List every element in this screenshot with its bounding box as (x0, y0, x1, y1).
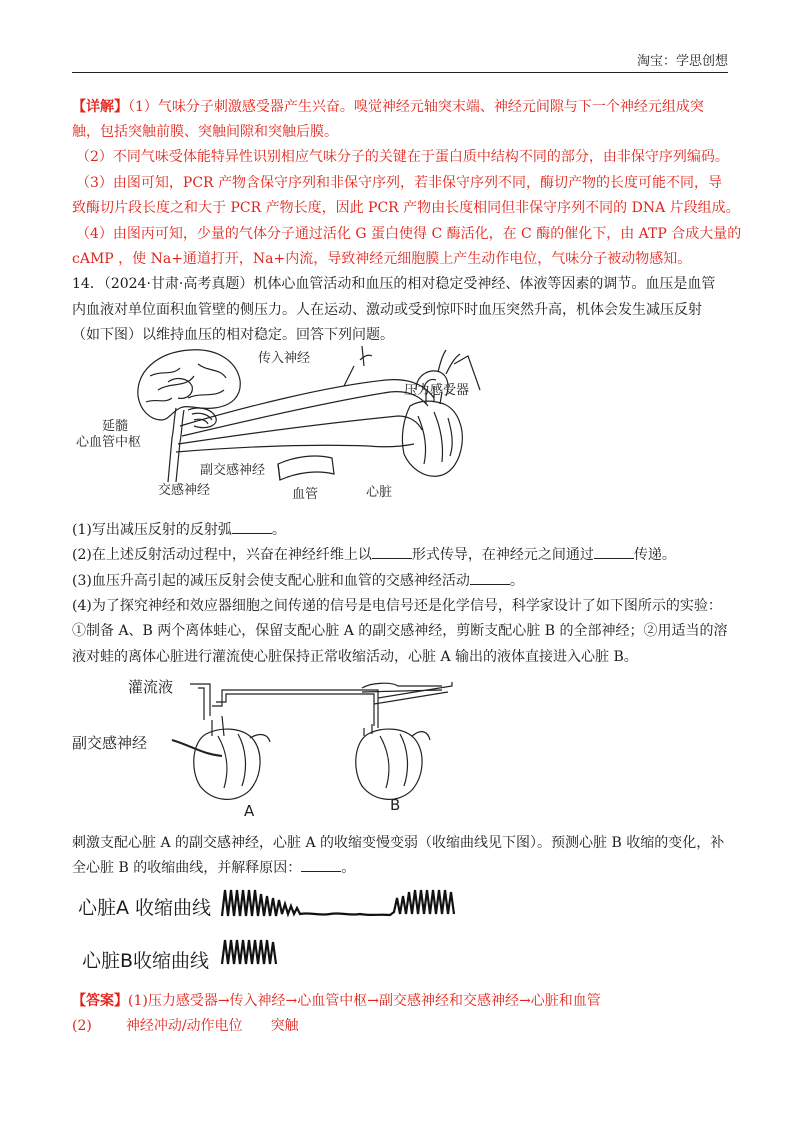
label-medulla: 延髓 (102, 419, 129, 434)
subq-3-text: (3)血压升高引起的减压反射会使支配心脏和血管的交感神经活动 (72, 573, 470, 589)
label-sympathetic: 交感神经 (158, 483, 211, 498)
answer-blank-1[interactable] (232, 519, 272, 534)
detail-p1a: （1）气味分子刺激感受器产生兴奋。嗅觉神经元轴突末端、神经元间隙与下一个神经元组成突 (128, 99, 704, 115)
label-cv-center: 心血管中枢 (76, 435, 142, 450)
answer-a1: (1)压力感受器→传入神经→心血管中枢→副交感神经和交感神经→心脏和血管 (128, 993, 601, 1009)
subq-5-text: 全心脏 B 的收缩曲线，并解释原因： (72, 860, 302, 876)
reflex-diagram-svg (76, 346, 528, 504)
label-heart-a: A (244, 802, 255, 820)
detail-line-2: 触，包括突触前膜、突触间隙和突触后膜。 (72, 124, 338, 140)
subq-2-text-c: 传递。 (633, 547, 676, 563)
subq-5-end: 。 (341, 860, 356, 876)
answer-blank-3[interactable] (470, 570, 510, 585)
answer-blank-5[interactable] (301, 857, 341, 872)
answer-blank-2a[interactable] (372, 544, 412, 559)
answer-line-2 (72, 1015, 732, 1037)
label-heart-b: B (390, 796, 401, 814)
detail-line-3: （2）不同气味受体能特异性识别相应气味分子的关键在于蛋白质中结构不同的部分，由非保守序列编码。 (76, 149, 729, 165)
label-parasympathetic-2: 副交感神经 (72, 734, 148, 752)
header-shop-name: 淘宝：学思创想 (636, 54, 728, 69)
question-line-3: （如下图）以维持血压的相对稳定。回答下列问题。 (72, 327, 394, 343)
subq-4-line-1: (4)为了探究神经和效应器细胞之间传递的信号是电信号还是化学信号，科学家设计了如下图所示的实验： (72, 598, 722, 614)
subq-4-line-3: 液对蛙的离体心脏进行灌流使心脏保持正常收缩活动，心脏 A 输出的液体直接进入心脏 B。 (72, 649, 638, 665)
label-parasympathetic: 副交感神经 (200, 463, 266, 478)
subq-1-text: (1)写出减压反射的反射弧 (72, 522, 232, 538)
answer-a2-y: 突触 (270, 1018, 299, 1034)
label-baroreceptor: 压力感受器 (404, 383, 470, 398)
answer-blank-2b[interactable] (594, 544, 634, 559)
curve-a-trace (222, 890, 454, 916)
label-perfusate: 灌流液 (128, 678, 174, 696)
label-vessel: 血管 (292, 487, 319, 502)
curve-b-label: 心脏B收缩曲线 (82, 950, 210, 972)
subq-1-end: 。 (271, 522, 286, 538)
answer-a2-num: (2) (72, 1018, 92, 1034)
subq-1 (72, 519, 732, 541)
curve-a-label: 心脏A 收缩曲线 (78, 897, 212, 919)
detail-line-1 (72, 96, 732, 118)
subq-4-line-2: ①制备 A、B 两个离体蛙心，保留支配心脏 A 的副交感神经，剪断支配心脏 B 的全部神经；②用适当的溶 (72, 623, 728, 639)
question-line-2: 内血液对单位面积血管壁的侧压力。人在运动、激动或受到惊吓时血压突然升高，机体会发生减压反射 (72, 302, 702, 318)
detail-line-7: cAMP ，使 Na+通道打开，Na+内流，导致神经元细胞膜上产生动作电位，气味分子被动物感知。 (72, 251, 692, 267)
subq-5-line-1: 刺激支配心脏 A 的副交感神经，心脏 A 的收缩变慢变弱（收缩曲线见下图）。预测心脏 B 收缩的变化，补 (72, 835, 725, 851)
contraction-curves-svg (220, 884, 470, 974)
subq-3 (72, 570, 732, 592)
answer-a2-x: 神经冲动/动作电位 (125, 1018, 243, 1034)
subq-2-text-a: (2)在上述反射活动过程中，兴奋在神经纤维上以 (72, 547, 372, 563)
subq-3-end: 。 (509, 573, 524, 589)
detail-line-5: 致酶切片段长度之和大于 PCR 产物长度，因此 PCR 产物由长度相同但非保守序列不同的 DNA 片段组成。 (72, 200, 740, 216)
curve-b-trace (222, 940, 276, 964)
detail-line-6: （4）由图丙可知，少量的气体分子通过活化 G 蛋白使得 C 酶活化，在 C 酶的催化下，由 ATP 合成大量的 (76, 226, 742, 242)
label-afferent: 传入神经 (258, 351, 311, 366)
question-line-1: 14．（2024·甘肃·高考真题）机体心血管活动和血压的相对稳定受神经、体液等因素的调节。血压是血管 (72, 276, 716, 292)
subq-5-line-2 (72, 857, 732, 879)
subq-2-text-b: 形式传导，在神经元之间通过 (411, 547, 594, 563)
answer-line-1 (72, 990, 732, 1012)
detail-line-4: （3）由图可知，PCR 产物含保守序列和非保守序列，若非保守序列不同，酶切产物的长度可能不同，导 (76, 175, 723, 191)
header-divider (72, 72, 728, 73)
detail-tag: 【详解】 (72, 99, 128, 115)
reflex-diagram (76, 346, 528, 504)
label-heart: 心脏 (366, 485, 393, 500)
perfusion-diagram (72, 676, 492, 818)
perfusion-diagram-svg (72, 676, 492, 818)
answer-tag: 【答案】 (72, 993, 128, 1009)
subq-2 (72, 544, 732, 566)
